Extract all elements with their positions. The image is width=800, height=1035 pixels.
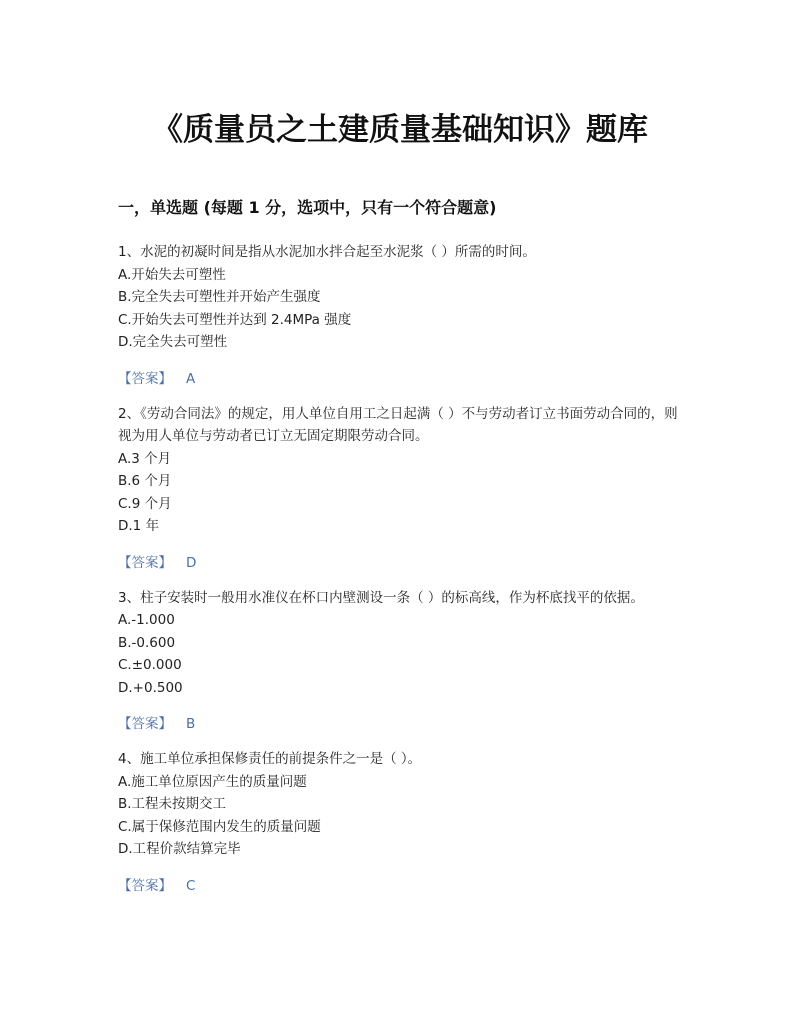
answer-label: 【答案】	[118, 370, 172, 387]
question-1	[118, 241, 688, 390]
answer-value: B	[186, 716, 196, 732]
option-c: C.属于保修范围内发生的质量问题	[118, 818, 321, 835]
section-title: 一，单选题 (每题 1 分，选项中，只有一个符合题意)	[118, 198, 497, 217]
option-b: B.完全失去可塑性并开始产生强度	[118, 289, 321, 305]
answer-label: 【答案】	[118, 554, 172, 571]
question-4	[118, 748, 688, 897]
option-c: C.开始失去可塑性并达到 2.4MPa 强度	[118, 311, 352, 328]
option-c: C.9 个月	[118, 495, 172, 512]
answer-label: 【答案】	[118, 877, 172, 894]
option-a: A.开始失去可塑性	[118, 266, 226, 283]
option-d: D.1 年	[118, 518, 160, 534]
option-b: B.-0.600	[118, 634, 176, 651]
answer-value: A	[186, 370, 196, 387]
document-title: 《质量员之土建质量基础知识》题库	[152, 112, 648, 148]
answer-line	[118, 552, 688, 574]
question-stem: 1、水泥的初凝时间是指从水泥加水拌合起至水泥浆（ ）所需的时间。	[118, 244, 536, 260]
option-c: C.±0.000	[118, 657, 182, 673]
question-list	[118, 241, 688, 910]
question-3	[118, 587, 688, 736]
option-a: A.3 个月	[118, 450, 172, 467]
answer-value: D	[186, 554, 197, 571]
option-a: A.施工单位原因产生的质量问题	[118, 773, 307, 790]
question-stem: 3、柱子安装时一般用水准仪在杯口内壁测设一条（ ）的标高线，作为杯底找平的依据。	[118, 589, 644, 606]
question-stem: 2、《劳动合同法》的规定，用人单位自用工之日起满（ ）不与劳动者订立书面劳动合同的，则视为用人单位与劳动者已订立无固定期限劳动合同。	[118, 405, 678, 444]
answer-value: C	[186, 877, 196, 894]
option-d: D.+0.500	[118, 679, 183, 696]
answer-line	[118, 368, 688, 390]
answer-line	[118, 875, 688, 897]
answer-line	[118, 713, 688, 735]
question-2	[118, 403, 688, 574]
answer-label: 【答案】	[118, 716, 172, 732]
option-a: A.-1.000	[118, 612, 175, 628]
option-d: D.完全失去可塑性	[118, 334, 228, 350]
option-b: B.6 个月	[118, 473, 172, 489]
option-b: B.工程未按期交工	[118, 796, 227, 812]
option-d: D.工程价款结算完毕	[118, 841, 241, 857]
question-stem: 4、施工单位承担保修责任的前提条件之一是（ ）。	[118, 751, 422, 767]
